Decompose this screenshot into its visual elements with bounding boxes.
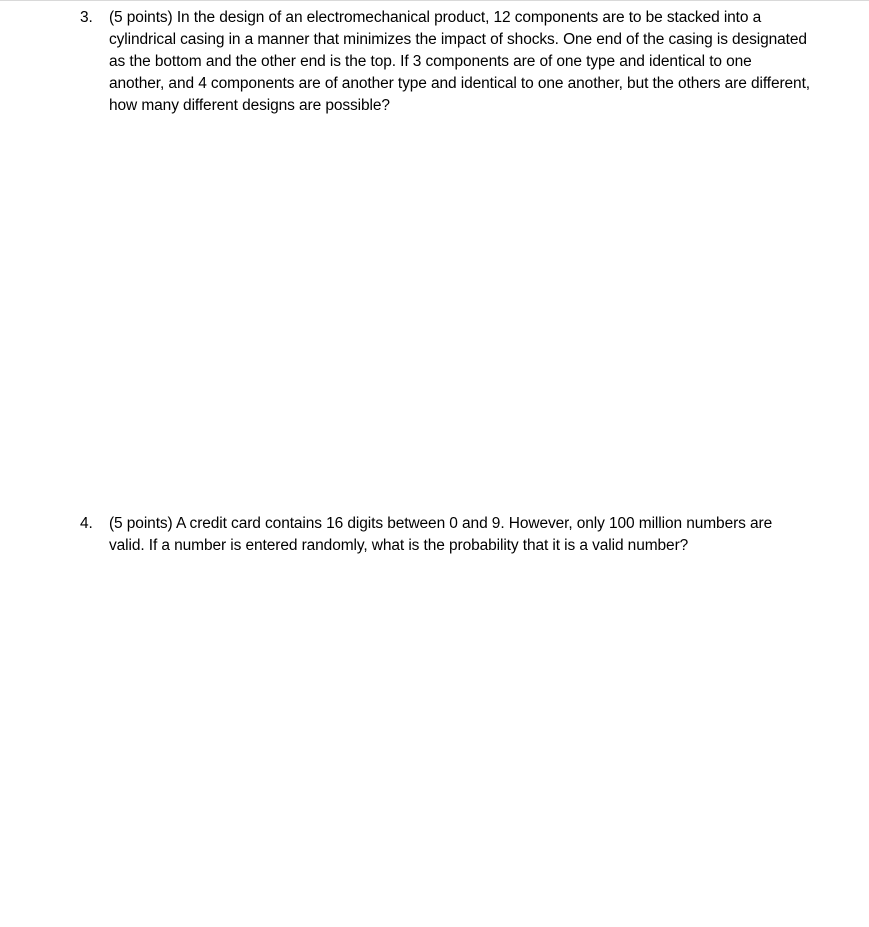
question-number: 3. — [80, 9, 93, 26]
question-number: 4. — [80, 515, 93, 532]
question-text: (5 points) A credit card contains 16 digits between 0 and 9. However, only 100 million numbers are valid. If a number is entered randomly, what is the probability that it is a valid number? — [109, 515, 773, 554]
question-4 — [80, 513, 810, 557]
question-3 — [80, 7, 810, 117]
question-text: (5 points) In the design of an electromechanical product, 12 components are to be stacked into a cylindrical casing in a manner that minimizes the impact of shocks. One end of the casing is designated as the bottom and the other end is the top. If 3 components are of one type and identical to one another, and 4 components are of another type and identical to one another, but the others are different, how many different designs are possible? — [109, 9, 810, 114]
top-divider — [0, 0, 869, 1]
